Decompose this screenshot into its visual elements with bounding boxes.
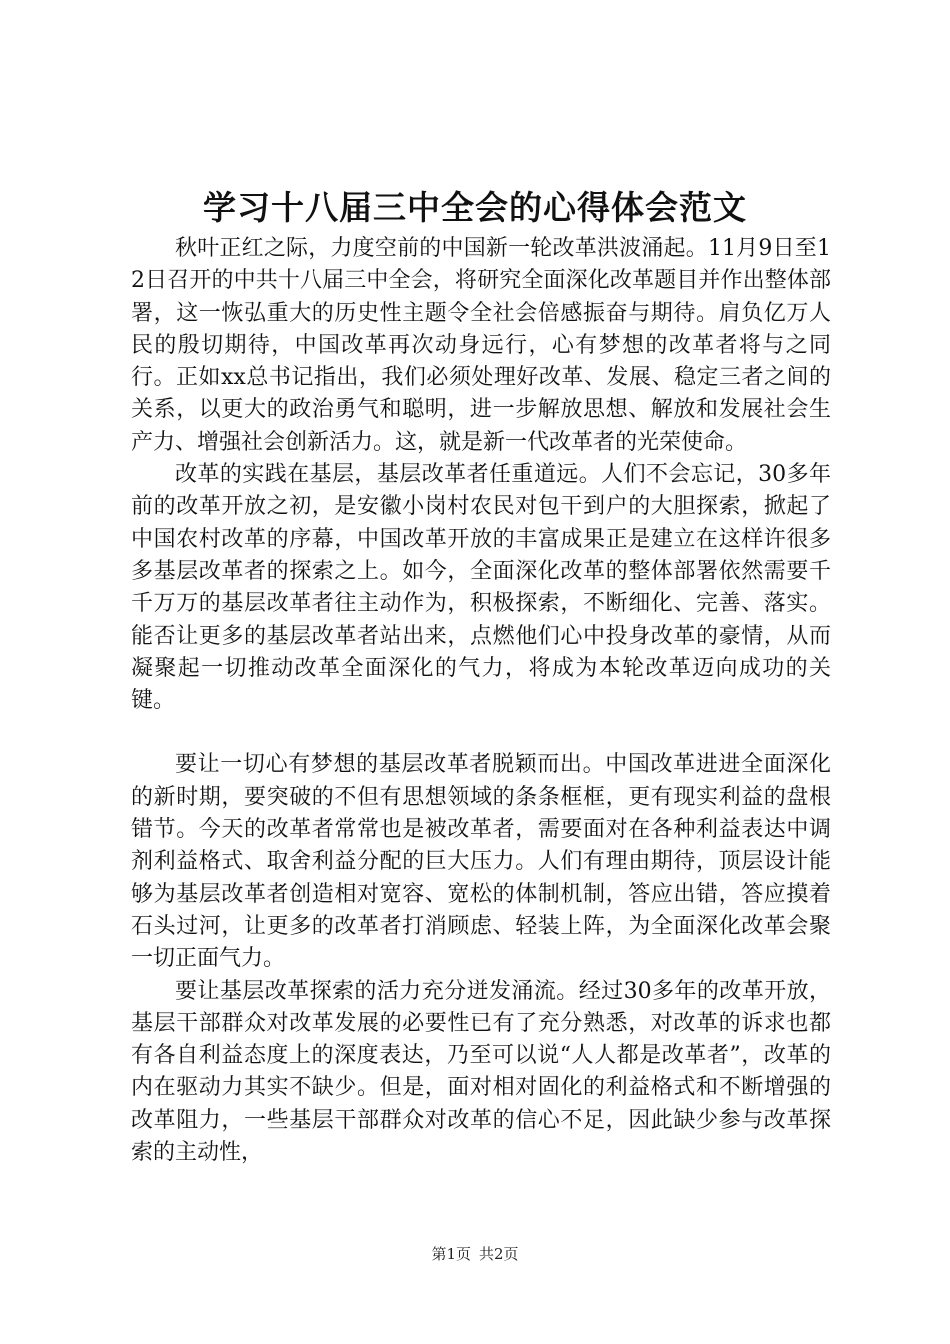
paragraph-4: 要让基层改革探索的活力充分迸发涌流。经过30多年的改革开放，基层干部群众对改革发展的必要性已有了充分熟悉，对改革的诉求也都有各自利益态度上的深度表达，乃至可以说“人人都是改革者”，改革的内在驱动力其实不缺少。但是，面对相对固化的利益格式和不断增强的改革阻力，一些基层干部群众对改革的信心不足，因此缺少参与改革探索的主动性， bbox=[131, 978, 831, 1166]
page-number: 第1页 bbox=[431, 1245, 471, 1263]
paragraph-1: 秋叶正红之际，力度空前的中国新一轮改革洪波涌起。11月9日至12日召开的中共十八届三中全会，将研究全面深化改革题目并作出整体部署，这一恢弘重大的历史性主题令全社会倍感振奋与期待。肩负亿万人民的殷切期待，中国改革再次动身远行，心有梦想的改革者将与之同行。正如xx总书记指出，我们必须处理好改革、发展、稳定三者之间的关系，以更大的政治勇气和聪明，进一步解放思想、解放和发展社会生产力、增强社会创新活力。这，就是新一代改革者的光荣使命。 bbox=[131, 236, 831, 455]
page-title: 学习十八届三中全会的心得体会范文 bbox=[203, 188, 747, 227]
page-footer bbox=[0, 1244, 950, 1264]
page-total: 共2页 bbox=[479, 1245, 519, 1263]
paragraph-3: 要让一切心有梦想的基层改革者脱颖而出。中国改革进进全面深化的新时期，要突破的不但有思想领域的条条框框，更有现实利益的盘根错节。今天的改革者常常也是被改革者，需要面对在各种利益表达中调剂利益格式、取舍利益分配的巨大压力。人们有理由期待，顶层设计能够为基层改革者创造相对宽容、宽松的体制机制，答应出错，答应摸着石头过河，让更多的改革者打消顾虑、轻装上阵，为全面深化改革会聚一切正面气力。 bbox=[131, 752, 831, 972]
paragraph-2: 改革的实践在基层，基层改革者任重道远。人们不会忘记，30多年前的改革开放之初，是安徽小岗村农民对包干到户的大胆探索，掀起了中国农村改革的序幕，中国改革开放的丰富成果正是建立在这样许很多多基层改革者的探索之上。如今，全面深化改革的整体部署依然需要千千万万的基层改革者往主动作为，积极探索，不断细化、完善、落实。能否让更多的基层改革者站出来，点燃他们心中投身改革的豪情，从而凝聚起一切推动改革全面深化的气力，将成为本轮改革迈向成功的关键。 bbox=[131, 462, 831, 714]
document-body bbox=[131, 233, 831, 1169]
